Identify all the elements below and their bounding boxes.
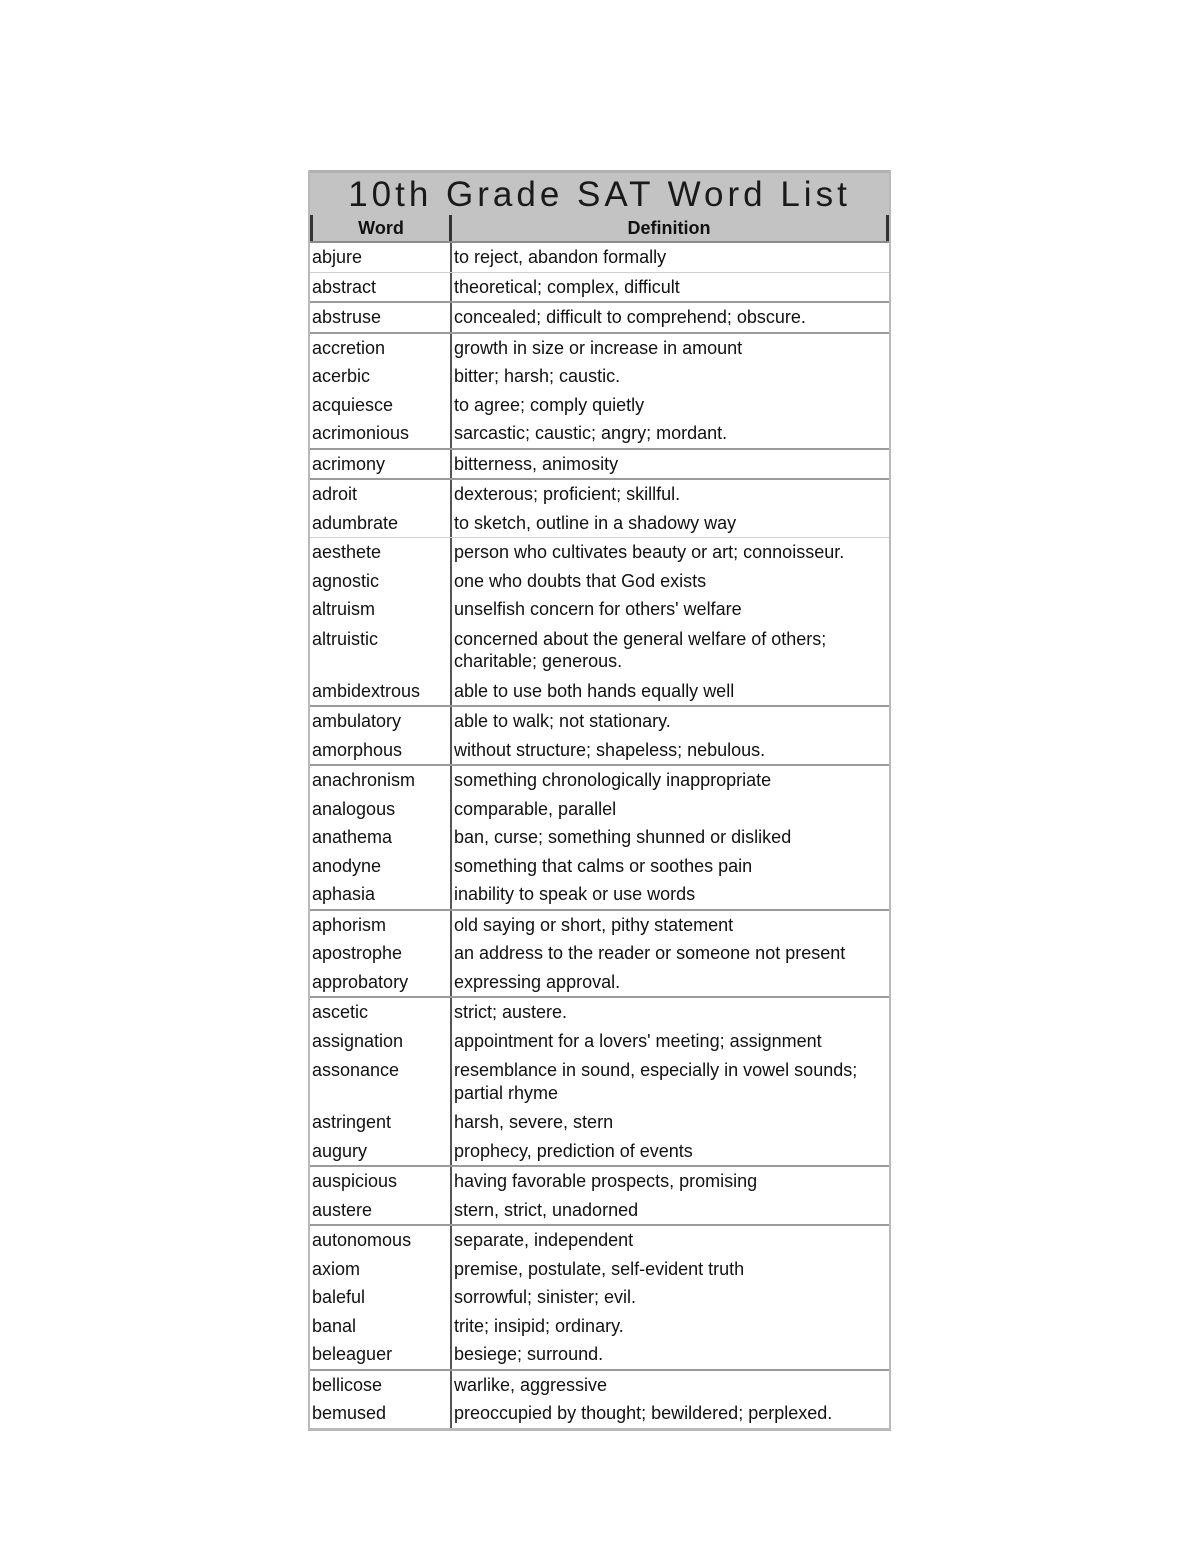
table-row (310, 1137, 889, 1166)
table-row (310, 996, 889, 1027)
word-cell: bemused (310, 1399, 452, 1428)
word-cell: axiom (310, 1255, 452, 1284)
definition-cell: stern, strict, unadorned (454, 1199, 639, 1220)
definition-cell: strict; austere. (454, 1002, 568, 1022)
table-row (310, 567, 889, 596)
word-cell: adroit (310, 480, 452, 509)
table-row (310, 764, 889, 795)
table-row (310, 1196, 889, 1225)
definition-cell: expressing approval. (454, 971, 621, 992)
table-row (310, 795, 889, 824)
definition-cell: harsh, severe, stern (454, 1112, 614, 1132)
definition-cell: besiege; surround. (454, 1344, 604, 1364)
table-row (310, 1283, 889, 1312)
definition-cell: bitter; harsh; caustic. (454, 366, 621, 386)
word-cell: altruistic (310, 624, 452, 677)
word-cell: anachronism (310, 766, 452, 795)
definition-cell: concealed; difficult to comprehend; obscure. (454, 307, 806, 327)
definition-cell: comparable, parallel (454, 798, 617, 819)
table-row (310, 909, 889, 940)
table-row (310, 939, 889, 968)
table-row (310, 391, 889, 420)
table-row (310, 624, 889, 677)
word-cell: abstruse (310, 303, 452, 332)
table-row (310, 243, 889, 272)
table-row (310, 301, 889, 332)
table-row (310, 362, 889, 391)
table-row (310, 419, 889, 448)
definition-cell: able to use both hands equally well (454, 680, 735, 701)
word-cell: acquiesce (310, 391, 452, 420)
definition-cell: able to walk; not stationary. (454, 711, 671, 731)
word-cell: anodyne (310, 852, 452, 881)
definition-cell: inability to speak or use words (454, 884, 696, 904)
definition-cell: growth in size or increase in amount (454, 337, 743, 358)
table-row (310, 823, 889, 852)
table-row (310, 509, 889, 538)
definition-cell: appointment for a lovers' meeting; assignment (454, 1030, 822, 1051)
word-cell: abstract (310, 273, 452, 302)
definition-cell: premise, postulate, self-evident truth (454, 1258, 745, 1279)
table-row (310, 1369, 889, 1400)
word-cell: assignation (310, 1027, 452, 1056)
definition-cell: warlike, aggressive (454, 1374, 608, 1395)
table-row (310, 1340, 889, 1369)
definition-cell: something chronologically inappropriate (454, 770, 772, 790)
word-cell: autonomous (310, 1226, 452, 1255)
table-row (310, 1027, 889, 1056)
table-row (310, 852, 889, 881)
word-cell: ascetic (310, 998, 452, 1027)
column-header-word: Word (310, 215, 452, 241)
definition-cell: an address to the reader or someone not present (454, 943, 846, 963)
table-body (310, 243, 889, 1428)
word-cell: banal (310, 1312, 452, 1341)
word-cell: augury (310, 1137, 452, 1166)
definition-cell: to agree; comply quietly (454, 394, 645, 415)
table-row (310, 1108, 889, 1137)
word-cell: ambulatory (310, 707, 452, 736)
word-cell: amorphous (310, 736, 452, 765)
word-cell: austere (310, 1196, 452, 1225)
definition-cell: sorrowful; sinister; evil. (454, 1287, 637, 1307)
word-cell: bellicose (310, 1371, 452, 1400)
word-cell: anathema (310, 823, 452, 852)
definition-cell: separate, independent (454, 1230, 634, 1250)
definition-cell: ban, curse; something shunned or disliked (454, 827, 792, 847)
word-list-table (308, 170, 891, 1431)
table-row (310, 968, 889, 997)
table-row (310, 595, 889, 624)
word-cell: acrimonious (310, 419, 452, 448)
definition-cell: theoretical; complex, difficult (454, 276, 680, 297)
word-cell: aesthete (310, 538, 452, 567)
definition-cell: to reject, abandon formally (454, 247, 667, 267)
table-row (310, 736, 889, 765)
word-cell: apostrophe (310, 939, 452, 968)
column-header-definition: Definition (452, 215, 889, 241)
definition-cell: bitterness, animosity (454, 453, 619, 474)
word-cell: altruism (310, 595, 452, 624)
table-row (310, 705, 889, 736)
page-title: 10th Grade SAT Word List (310, 170, 889, 215)
word-cell: astringent (310, 1108, 452, 1137)
definition-cell: sarcastic; caustic; angry; mordant. (454, 423, 728, 443)
table-row (310, 1055, 889, 1108)
word-cell: analogous (310, 795, 452, 824)
table-row (310, 1255, 889, 1284)
definition-cell: dexterous; proficient; skillful. (454, 484, 681, 504)
word-cell: assonance (310, 1055, 452, 1108)
word-cell: aphorism (310, 911, 452, 940)
word-cell: adumbrate (310, 509, 452, 538)
word-cell: ambidextrous (310, 677, 452, 706)
definition-cell: prophecy, prediction of events (454, 1140, 693, 1161)
definition-cell: preoccupied by thought; bewildered; perplexed. (454, 1403, 833, 1423)
table-row (310, 1312, 889, 1341)
word-cell: auspicious (310, 1167, 452, 1196)
table-row (310, 448, 889, 479)
word-cell: abjure (310, 243, 452, 272)
definition-cell: old saying or short, pithy statement (454, 914, 734, 935)
word-cell: beleaguer (310, 1340, 452, 1369)
word-cell: baleful (310, 1283, 452, 1312)
definition-cell: one who doubts that God exists (454, 570, 707, 591)
word-cell: accretion (310, 334, 452, 363)
word-cell: aphasia (310, 880, 452, 909)
table-row (310, 272, 889, 302)
table-row (310, 1224, 889, 1255)
word-cell: acerbic (310, 362, 452, 391)
table-row (310, 1399, 889, 1428)
word-cell: approbatory (310, 968, 452, 997)
definition-cell: person who cultivates beauty or art; connoisseur. (454, 542, 845, 562)
table-row (310, 478, 889, 509)
table-row (310, 1165, 889, 1196)
table-row (310, 537, 889, 567)
definition-cell: something that calms or soothes pain (454, 855, 753, 876)
definition-cell: without structure; shapeless; nebulous. (454, 739, 766, 760)
definition-cell: having favorable prospects, promising (454, 1171, 758, 1191)
table-row (310, 880, 889, 909)
definition-cell: resemblance in sound, especially in vowel sounds; partial rhyme (454, 1060, 858, 1103)
definition-cell: to sketch, outline in a shadowy way (454, 512, 737, 533)
table-row (310, 332, 889, 363)
word-cell: acrimony (310, 450, 452, 479)
table-header (310, 215, 889, 243)
word-cell: agnostic (310, 567, 452, 596)
definition-cell: concerned about the general welfare of others; charitable; generous. (454, 628, 827, 671)
definition-cell: trite; insipid; ordinary. (454, 1315, 624, 1336)
definition-cell: unselfish concern for others' welfare (454, 599, 742, 619)
table-row (310, 677, 889, 706)
